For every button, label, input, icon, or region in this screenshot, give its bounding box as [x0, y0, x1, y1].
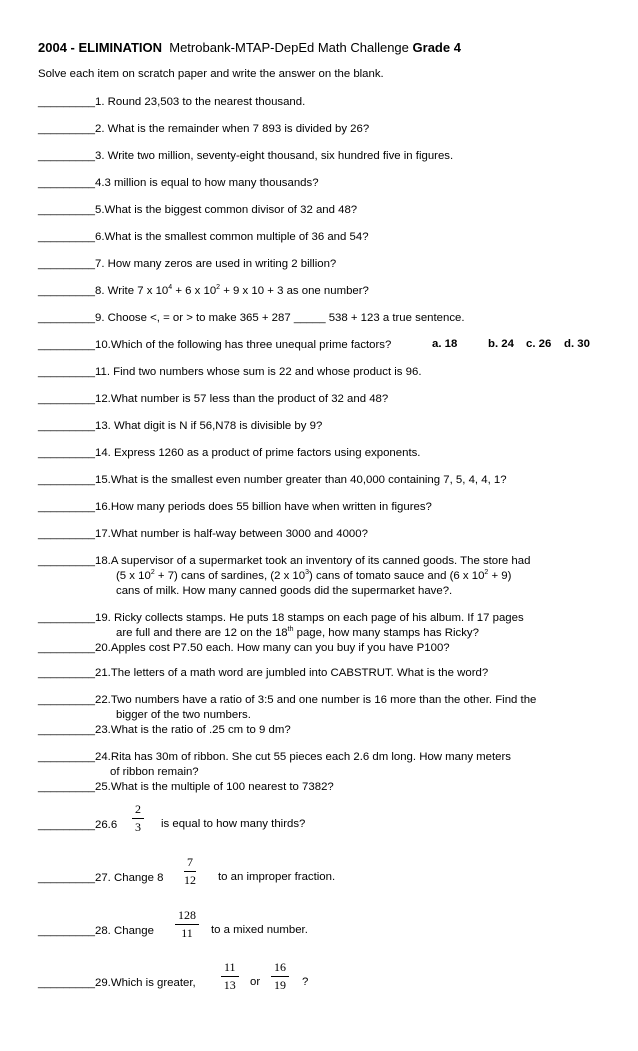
- option-b: b. 24: [488, 338, 514, 350]
- instructions: Solve each item on scratch paper and write the answer on the blank.: [38, 68, 384, 80]
- denominator: 11: [181, 926, 193, 940]
- question-continuation: [38, 569, 530, 584]
- question-2: [38, 122, 369, 137]
- answer-blank: _________: [38, 447, 96, 459]
- exponent: 2: [150, 569, 155, 576]
- answer-blank: _________: [38, 96, 96, 108]
- question-8: [38, 284, 369, 299]
- answer-blank: _________: [38, 694, 96, 706]
- answer-blank: _________: [38, 366, 96, 378]
- answer-blank: _________: [38, 339, 96, 351]
- question-text: 14. Express 1260 as a product of prime factors using exponents.: [95, 447, 421, 459]
- question-text: to an improper fraction.: [218, 871, 336, 883]
- question-16: [38, 500, 432, 515]
- question-text: 2. What is the remainder when 7 893 is divided by 26?: [95, 123, 370, 135]
- answer-blank: _________: [38, 285, 96, 297]
- question-12: [38, 392, 388, 407]
- title-grade: Grade 4: [412, 40, 461, 55]
- question-text: 13. What digit is N if 56,N78 is divisible by 9?: [95, 420, 323, 432]
- question-20: [38, 641, 450, 656]
- question-text: ) cans of tomato sauce and (6 x 10: [309, 570, 485, 582]
- question-4: [38, 176, 319, 191]
- question-14: [38, 446, 420, 461]
- answer-blank: _________: [38, 123, 96, 135]
- answer-blank: _________: [38, 312, 96, 324]
- denominator: 3: [135, 820, 141, 834]
- question-11: [38, 365, 422, 380]
- option-c: c. 26: [526, 338, 552, 350]
- answer-blank: _________: [38, 420, 96, 432]
- answer-blank: _________: [38, 501, 96, 513]
- question-text: 16.How many periods does 55 billion have when written in figures?: [95, 501, 432, 513]
- answer-blank: _________: [38, 393, 96, 405]
- answer-blank: _________: [38, 177, 96, 189]
- fraction: [271, 960, 289, 993]
- question-continuation: cans of milk. How many canned goods did the supermarket have?.: [116, 585, 453, 597]
- question-text: (5 x 10: [116, 570, 151, 582]
- denominator: 19: [274, 978, 286, 992]
- answer-blank: _________: [38, 555, 96, 567]
- answer-blank: _________: [38, 612, 96, 624]
- answer-blank: _________: [38, 474, 96, 486]
- exponent: 2: [484, 569, 489, 576]
- question-text: 4.3 million is equal to how many thousands?: [95, 177, 319, 189]
- question-text: + 9 x 10 + 3 as one number?: [220, 285, 369, 297]
- exponent: th: [287, 626, 294, 633]
- question-15: [38, 473, 507, 488]
- numerator: 16: [271, 960, 289, 977]
- question-text: 19. Ricky collects stamps. He puts 18 stamps on each page of his album. If 17 pages: [95, 612, 524, 624]
- answer-blank: _________: [38, 819, 96, 831]
- question-text: 20.Apples cost P7.50 each. How many can you buy if you have P100?: [95, 642, 450, 654]
- exponent: 3: [305, 569, 310, 576]
- question-text: 22.Two numbers have a ratio of 3:5 and one number is 16 more than the other. Find the: [95, 694, 537, 706]
- question-10: [38, 338, 391, 353]
- question-text: to a mixed number.: [211, 924, 308, 936]
- question-23: [38, 723, 291, 738]
- denominator: 13: [223, 978, 236, 992]
- question-27: [38, 871, 163, 886]
- question-text: or: [250, 976, 261, 988]
- question-text: 17.What number is half-way between 3000 and 4000?: [95, 528, 368, 540]
- question-13: [38, 419, 322, 434]
- question-text: 7. How many zeros are used in writing 2 billion?: [95, 258, 337, 270]
- numerator: 11: [221, 960, 239, 977]
- question-text: 15.What is the smallest even number greater than 40,000 containing 7, 5, 4, 4, 1?: [95, 474, 507, 486]
- question-continuation: bigger of the two numbers.: [116, 709, 251, 721]
- answer-blank: _________: [38, 204, 96, 216]
- question-28: [38, 924, 154, 939]
- question-7: [38, 257, 336, 272]
- question-text: 29.Which is greater,: [95, 977, 196, 989]
- question-17: [38, 527, 368, 542]
- question-text: are full and there are 12 on the 18: [116, 627, 288, 639]
- question-text: + 7) cans of sardines, (2 x 10: [154, 570, 306, 582]
- question-text: 9. Choose <, = or > to make 365 + 287 _____ 538 + 123 a true sentence.: [95, 312, 465, 324]
- answer-blank: _________: [38, 258, 96, 270]
- answer-blank: _________: [38, 925, 96, 937]
- answer-blank: _________: [38, 150, 96, 162]
- question-text: + 9): [488, 570, 512, 582]
- answer-blank: _________: [38, 642, 96, 654]
- question-text: 8. Write 7 x 10: [95, 285, 169, 297]
- question-continuation: [38, 626, 524, 641]
- fraction: [221, 960, 239, 993]
- exponent: 4: [168, 284, 173, 291]
- question-1: [38, 95, 305, 110]
- question-19: [38, 611, 524, 641]
- question-text: 21.The letters of a math word are jumbled into CABSTRUT. What is the word?: [95, 667, 489, 679]
- question-text: 26.6: [95, 819, 118, 831]
- numerator: 2: [132, 802, 144, 819]
- fraction: [184, 855, 196, 888]
- answer-blank: _________: [38, 667, 96, 679]
- answer-blank: _________: [38, 231, 96, 243]
- question-text: 12.What number is 57 less than the product of 32 and 48?: [95, 393, 389, 405]
- question-text: 28. Change: [95, 925, 154, 937]
- question-text: 5.What is the biggest common divisor of 32 and 48?: [95, 204, 358, 216]
- question-26: [38, 818, 117, 833]
- question-text: page, how many stamps has Ricky?: [293, 627, 479, 639]
- question-18: [38, 554, 530, 599]
- question-24: [38, 750, 511, 780]
- question-text: ?: [302, 976, 309, 988]
- answer-blank: _________: [38, 724, 96, 736]
- question-text: 3. Write two million, seventy-eight thousand, six hundred five in figures.: [95, 150, 454, 162]
- question-text: 18.A supervisor of a supermarket took an inventory of its canned goods. The store had: [95, 555, 531, 567]
- question-6: [38, 230, 369, 245]
- title-contest-name: Metrobank-MTAP-DepEd Math Challenge: [169, 40, 409, 55]
- answer-blank: _________: [38, 872, 96, 884]
- answer-blank: _________: [38, 977, 96, 989]
- question-9: [38, 311, 465, 326]
- question-text: 10.Which of the following has three unequal prime factors?: [95, 339, 392, 351]
- question-21: [38, 666, 488, 681]
- denominator: 12: [184, 873, 196, 887]
- question-text: 11. Find two numbers whose sum is 22 and whose product is 96.: [95, 366, 422, 378]
- option-a: a. 18: [432, 338, 458, 350]
- title-contest-round: 2004 - ELIMINATION: [38, 40, 163, 55]
- fraction: [132, 802, 144, 835]
- question-3: [38, 149, 453, 164]
- fraction: [175, 908, 199, 941]
- question-text: 1. Round 23,503 to the nearest thousand.: [95, 96, 306, 108]
- answer-blank: _________: [38, 751, 96, 763]
- question-continuation: of ribbon remain?: [110, 766, 199, 778]
- question-text: 6.What is the smallest common multiple of 36 and 54?: [95, 231, 369, 243]
- answer-blank: _________: [38, 528, 96, 540]
- question-22: [38, 693, 536, 723]
- exponent: 2: [216, 284, 221, 291]
- answer-blank: _________: [38, 781, 96, 793]
- question-29: [38, 976, 196, 991]
- question-text: 24.Rita has 30m of ribbon. She cut 55 pieces each 2.6 dm long. How many meters: [95, 751, 511, 763]
- question-text: 25.What is the multiple of 100 nearest to 7382?: [95, 781, 334, 793]
- question-text: 23.What is the ratio of .25 cm to 9 dm?: [95, 724, 291, 736]
- question-5: [38, 203, 357, 218]
- question-text: 27. Change 8: [95, 872, 164, 884]
- question-25: [38, 780, 334, 795]
- question-text: + 6 x 10: [172, 285, 217, 297]
- worksheet-title: [38, 40, 461, 55]
- numerator: 7: [184, 855, 196, 872]
- option-d: d. 30: [564, 338, 590, 350]
- numerator: 128: [175, 908, 199, 925]
- question-text: is equal to how many thirds?: [161, 818, 306, 830]
